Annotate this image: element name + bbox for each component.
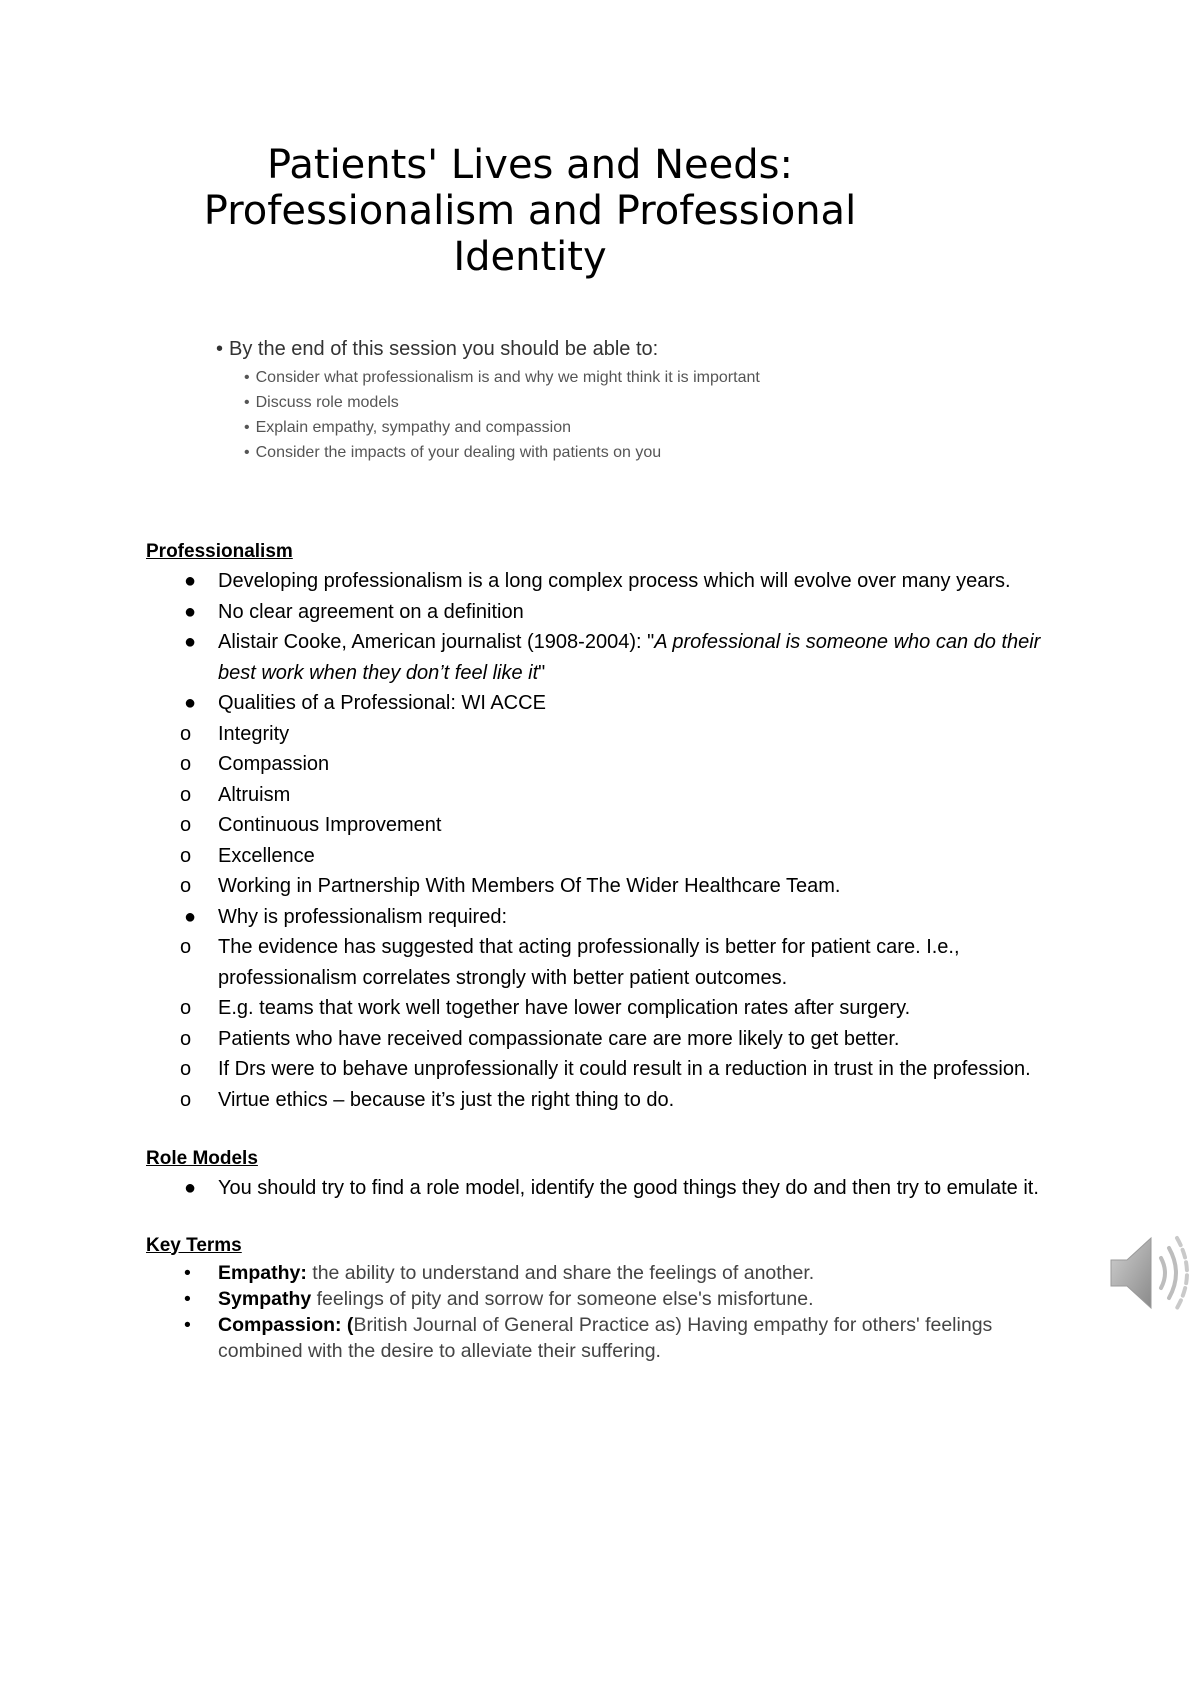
term-label: Sympathy: [218, 1287, 312, 1310]
quality-text: Compassion: [218, 753, 330, 775]
reason-text: Virtue ethics – because it’s just the right thing to do.: [218, 1088, 675, 1111]
section-heading-professionalism: Professionalism: [146, 541, 293, 562]
reasons-list: [146, 932, 1066, 1115]
circle-bullet-icon: o: [180, 1058, 192, 1080]
list-item-text: Developing professionalism is a long complex process which will evolve over many years.: [218, 570, 1011, 592]
bullet-icon: •: [184, 1313, 191, 1336]
quality-text: Altruism: [218, 783, 291, 806]
reason-text: Patients who have received compassionate care are more likely to get better.: [218, 1027, 900, 1050]
reason-text: If Drs were to behave unprofessionally it could result in a reduction in trust in the profession.: [218, 1058, 1031, 1080]
objectives-list: [216, 365, 916, 465]
term-definition: the ability to understand and share the feelings of another.: [306, 1261, 815, 1284]
bullet-icon: ●: [184, 600, 197, 623]
objective-item: • Consider the impacts of your dealing with patients on you: [244, 440, 916, 465]
list-item-text: No clear agreement on a definition: [218, 600, 524, 623]
circle-bullet-icon: o: [180, 814, 192, 836]
sub-list-item: [146, 1085, 1066, 1116]
list-item: [146, 566, 1066, 597]
sub-list-item: [146, 841, 1066, 872]
circle-bullet-icon: o: [180, 722, 192, 745]
circle-bullet-icon: o: [180, 936, 192, 958]
objectives-heading: • By the end of this session you should be able to:: [216, 336, 916, 362]
term-item-sympathy: [146, 1286, 1066, 1312]
objective-item: • Explain empathy, sympathy and compassion: [244, 415, 916, 440]
sub-list-item: [146, 1054, 1066, 1085]
section-spacer: [146, 1115, 1066, 1145]
learning-objectives: [216, 336, 916, 465]
list-item: [146, 688, 1066, 902]
circle-bullet-icon: o: [180, 875, 192, 897]
quality-text: Working in Partnership With Members Of The Wider Healthcare Team.: [218, 875, 841, 897]
list-item: [146, 597, 1066, 628]
quote-close: ": [538, 661, 546, 684]
reason-text: E.g. teams that work well together have lower complication rates after surgery.: [218, 997, 911, 1019]
circle-bullet-icon: o: [180, 753, 192, 775]
title-line: Professionalism and Professional: [203, 188, 857, 234]
term-definition: feelings of pity and sorrow for someone else's misfortune.: [311, 1287, 814, 1310]
list-item-text: Why is professionalism required:: [218, 905, 507, 928]
list-item: [146, 627, 1066, 688]
bullet-icon: ●: [184, 692, 197, 714]
professionalism-list: [146, 566, 1066, 1115]
list-item-text: Qualities of a Professional: WI ACCE: [218, 692, 546, 714]
quality-text: Excellence: [218, 844, 315, 867]
circle-bullet-icon: o: [180, 1027, 192, 1050]
bullet-icon: ●: [184, 905, 197, 928]
key-terms-list: [146, 1260, 1066, 1364]
circle-bullet-icon: o: [180, 1088, 192, 1111]
bullet-icon: •: [184, 1287, 191, 1310]
sub-list-item: [146, 780, 1066, 811]
title-line: Identity: [453, 234, 607, 280]
list-item: [146, 902, 1066, 1116]
list-item-text: You should try to find a role model, identify the good things they do and then try to emulate it.: [218, 1177, 1039, 1199]
sub-list-item: [146, 749, 1066, 780]
term-definition: British Journal of General Practice as) Having empathy for others' feelings combined with the desire to alleviate their suffering.: [218, 1313, 993, 1362]
document-body: [146, 538, 1066, 1364]
bullet-icon: •: [184, 1261, 191, 1284]
list-item: [146, 1173, 1066, 1204]
speaker-icon[interactable]: [1105, 1228, 1195, 1318]
sub-list-item: [146, 932, 1066, 993]
bullet-icon: ●: [184, 631, 197, 653]
quality-text: Integrity: [218, 722, 290, 745]
circle-bullet-icon: o: [180, 997, 192, 1019]
sub-list-item: [146, 810, 1066, 841]
quote-attribution: Alistair Cooke, American journalist (1908-2004): ": [218, 631, 655, 653]
document-title: [150, 142, 910, 280]
term-item-empathy: [146, 1260, 1066, 1286]
circle-bullet-icon: o: [180, 844, 192, 867]
quality-text: Continuous Improvement: [218, 814, 442, 836]
title-line: Patients' Lives and Needs:: [267, 142, 793, 188]
objective-item: • Consider what professionalism is and why we might think it is important: [244, 365, 916, 390]
section-spacer: [146, 1204, 1066, 1232]
sub-list-item: [146, 1024, 1066, 1055]
term-label: Compassion: (: [218, 1313, 354, 1336]
sub-list-item: [146, 993, 1066, 1024]
role-models-list: [146, 1173, 1066, 1204]
term-item-compassion: [146, 1312, 1066, 1364]
reason-text: The evidence has suggested that acting professionally is better for patient care. I.e., professionalism correlates strongly with better patient outcomes.: [218, 936, 960, 989]
section-heading-role-models: Role Models: [146, 1148, 258, 1169]
sub-list-item: [146, 871, 1066, 902]
quote-text: A professional is someone who can do their best work when they don’t feel like it: [218, 631, 1041, 684]
section-heading-key-terms: Key Terms: [146, 1234, 242, 1256]
term-label: Empathy:: [218, 1261, 307, 1284]
circle-bullet-icon: o: [180, 783, 192, 806]
bullet-icon: ●: [184, 570, 197, 592]
objective-item: • Discuss role models: [244, 390, 916, 415]
qualities-list: [146, 719, 1066, 902]
bullet-icon: ●: [184, 1177, 197, 1199]
sub-list-item: [146, 719, 1066, 750]
